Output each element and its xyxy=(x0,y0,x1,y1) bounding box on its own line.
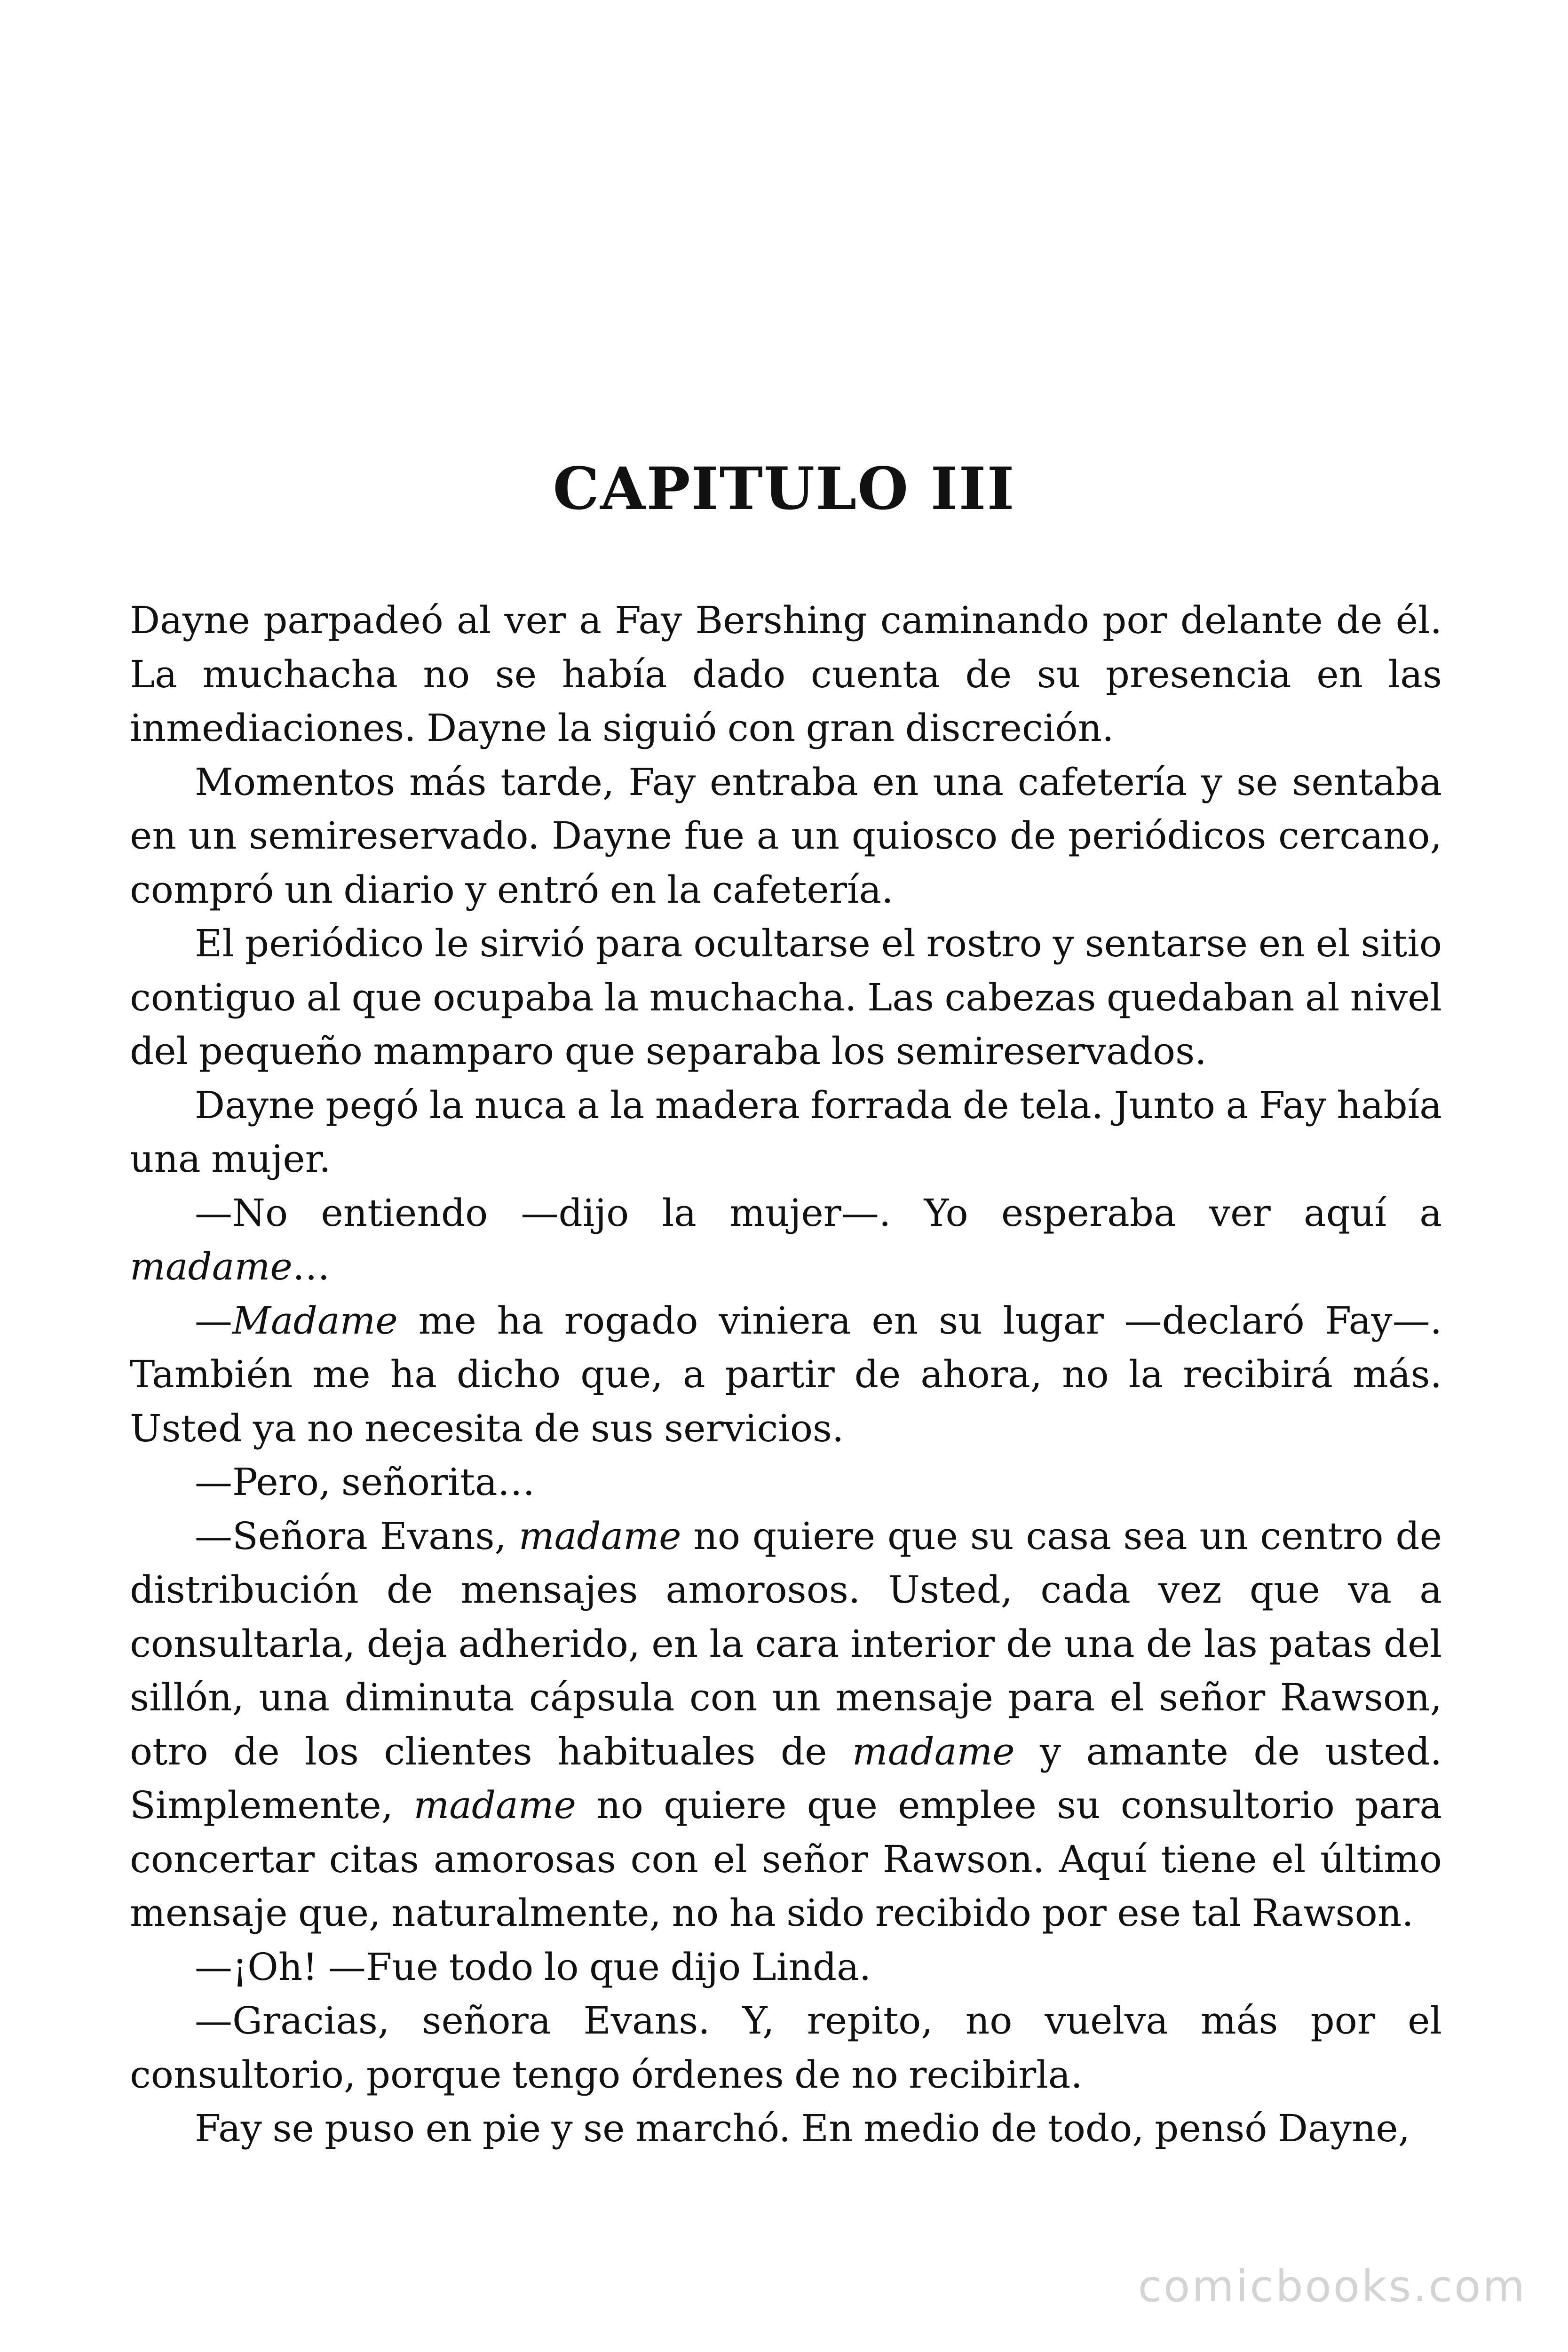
paragraph-text: y amante de usted. Simplemente, xyxy=(130,1729,1442,1827)
paragraph-text: —Señora Evans, xyxy=(195,1514,519,1558)
paragraph-text: … xyxy=(292,1245,330,1288)
paragraph-text: me ha rogado viniera en su lugar —declaró Fay—. También me ha dicho que, a partir de ahora, no la recibirá más. Usted ya no necesita de sus servicios. xyxy=(130,1298,1442,1450)
paragraph xyxy=(130,1994,1442,2102)
paragraph xyxy=(130,2102,1442,2156)
paragraph xyxy=(130,755,1442,917)
paragraph-text: no quiere que su casa sea un centro de distribución de mensajes amorosos. Usted, cada vez que va a consultarla, deja adherido, en la cara interior de una de las patas del sillón, una diminuta cápsula con un mensaje para el señor Rawson, otro de los clientes habituales de xyxy=(130,1514,1442,1773)
paragraph xyxy=(130,1079,1442,1186)
paragraph-text: no quiere que emplee su consultorio para concertar citas amorosas con el señor Rawson. Aquí tiene el último mensaje que, naturalmente, no ha sido recibido por ese tal Rawson. xyxy=(130,1783,1442,1935)
watermark: comicbooks.com xyxy=(1138,2261,1527,2312)
paragraph-text: — xyxy=(195,1298,232,1343)
italic-word: madame xyxy=(852,1729,1015,1773)
paragraph xyxy=(130,1940,1442,1994)
paragraph-text: —Pero, señorita… xyxy=(195,1460,535,1504)
paragraph xyxy=(130,917,1442,1079)
paragraph xyxy=(130,594,1442,755)
paragraph-text: Dayne parpadeó al ver a Fay Bershing caminando por delante de él. La muchacha no se había dado cuenta de su presencia en las inmediaciones. Dayne la siguió con gran discreción. xyxy=(130,598,1442,750)
paragraph-text: Momentos más tarde, Fay entraba en una cafetería y se sentaba en un semireservado. Dayne fue a un quiosco de periódicos cercano, compró un diario y entró en la cafetería. xyxy=(130,760,1442,912)
paragraph-text: El periódico le sirvió para ocultarse el rostro y sentarse en el sitio contiguo al que ocupaba la muchacha. Las cabezas quedaban al nivel del pequeño mamparo que separaba los semireservados. xyxy=(130,922,1442,1073)
italic-word: madame xyxy=(413,1783,576,1827)
paragraph-text: Fay se puso en pie y se marchó. En medio de todo, pensó Dayne, xyxy=(195,2106,1410,2150)
paragraph-text: —No entiendo —dijo la mujer—. Yo esperaba ver aquí a xyxy=(195,1191,1442,1235)
italic-word: madame xyxy=(518,1514,681,1558)
paragraph-text: —Gracias, señora Evans. Y, repito, no vuelva más por el consultorio, porque tengo órdenes de no recibirla. xyxy=(130,1999,1442,2097)
italic-word: madame xyxy=(130,1245,293,1288)
chapter-body xyxy=(130,594,1442,2156)
paragraph xyxy=(130,1186,1442,1294)
paragraph xyxy=(130,1294,1442,1456)
paragraph xyxy=(130,1510,1442,1940)
paragraph-text: Dayne pegó la nuca a la madera forrada de tela. Junto a Fay había una mujer. xyxy=(130,1083,1442,1181)
paragraph xyxy=(130,1455,1442,1510)
paragraph-text: —¡Oh! —Fue todo lo que dijo Linda. xyxy=(195,1945,871,1989)
italic-word: Madame xyxy=(232,1298,398,1343)
chapter-title: CAPITULO III xyxy=(553,455,1015,523)
